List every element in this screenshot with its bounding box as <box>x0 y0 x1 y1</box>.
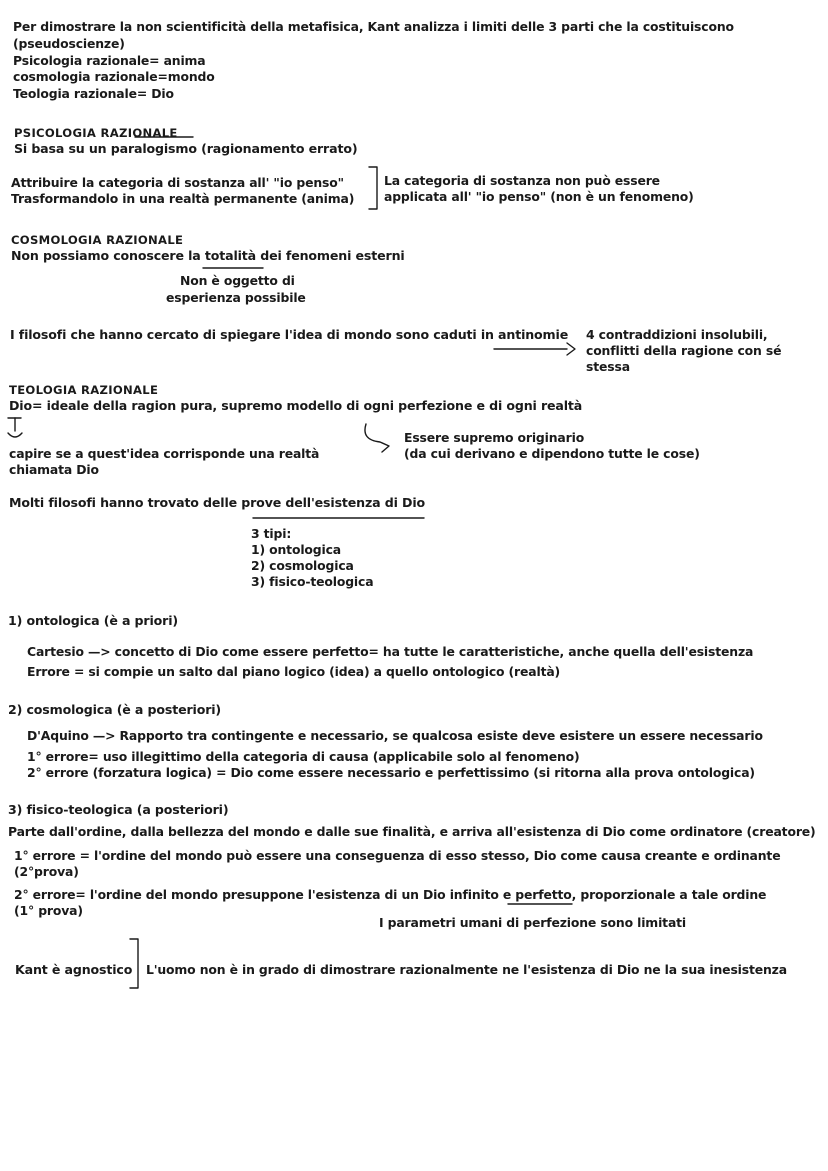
intro-line-3: Psicologia razionale= anima <box>13 53 206 68</box>
intro-line-5: Teologia razionale= Dio <box>13 86 174 101</box>
conclusione-right: L'uomo non è in grado di dimostrare razionalmente ne l'esistenza di Dio ne la sua inesistenza <box>146 962 787 977</box>
tipo-1: 1) ontologica <box>251 542 341 557</box>
teologia-right-1: Essere supremo originario <box>404 430 585 445</box>
cosmologica-title: 2) cosmologica (è a posteriori) <box>8 702 222 717</box>
psicologia-left-2: Trasformandolo in una realtà permanente (anima) <box>11 191 355 206</box>
cosmologia-note-1: Non è oggetto di <box>180 273 295 288</box>
psicologia-title: PSICOLOGIA RAZIONALE <box>14 126 178 140</box>
psicologia-line: Si basa su un paralogismo (ragionamento errato) <box>14 141 358 156</box>
bracket-psicologia <box>369 167 377 209</box>
psicologia-right-1: La categoria di sostanza non può essere <box>384 173 660 188</box>
cosmologia-title: COSMOLOGIA RAZIONALE <box>11 233 184 247</box>
conclusione-left: Kant è agnostico <box>15 962 133 977</box>
ontologica-title: 1) ontologica (è a priori) <box>8 613 178 628</box>
fisico-line-2: 1° errore = l'ordine del mondo può essere una conseguenza di esso stesso, Dio come causa creante e ordinante <box>14 848 781 863</box>
fisico-line-5: (1° prova) <box>14 903 83 918</box>
intro-line-2: (pseudoscienze) <box>13 36 125 51</box>
tipi-label: 3 tipi: <box>251 526 292 541</box>
antinomie-line: I filosofi che hanno cercato di spiegare l'idea di mondo sono caduti in antinomie <box>10 327 569 342</box>
contraddizioni-2: conflitti della ragione con sé <box>586 343 782 358</box>
arrow-antinomie <box>567 343 575 355</box>
contraddizioni-3: stessa <box>586 359 630 374</box>
cosmologia-line: Non possiamo conoscere la totalità dei fenomeni esterni <box>11 248 405 263</box>
fisico-line-4: 2° errore= l'ordine del mondo presuppone l'esistenza di un Dio infinito e perfetto, proporzionale a tale ordine <box>14 887 767 902</box>
fisico-line-3: (2°prova) <box>14 864 79 879</box>
intro-line-1: Per dimostrare la non scientificità della metafisica, Kant analizza i limiti delle 3 parti che la costituiscono <box>13 19 734 34</box>
psicologia-left-1: Attribuire la categoria di sostanza all' "io penso" <box>11 175 344 190</box>
fisico-line-1: Parte dall'ordine, dalla bellezza del mondo e dalle sue finalità, e arriva all'esistenza di Dio come ordinatore (creatore) <box>8 824 816 839</box>
intro-line-4: cosmologia razionale=mondo <box>13 69 215 84</box>
contraddizioni-1: 4 contraddizioni insolubili, <box>586 327 768 342</box>
teologia-title: TEOLOGIA RAZIONALE <box>9 383 159 397</box>
arrow-hook-teologia <box>8 433 22 437</box>
arrow-essere-supremo <box>365 424 389 452</box>
cosmologia-note-2: esperienza possibile <box>166 290 306 305</box>
fisico-title: 3) fisico-teologica (a posteriori) <box>8 802 229 817</box>
teologia-line: Dio= ideale della ragion pura, supremo modello di ogni perfezione e di ogni realtà <box>9 398 583 413</box>
tipo-3: 3) fisico-teologica <box>251 574 374 589</box>
fisico-line-6: I parametri umani di perfezione sono limitati <box>379 915 687 930</box>
teologia-left-1: capire se a quest'idea corrisponde una realtà <box>9 446 320 461</box>
cosmologica-line-3: 2° errore (forzatura logica) = Dio come essere necessario e perfettissimo (si ritorna alla prova ontologica) <box>27 765 755 780</box>
ontologica-line-2: Errore = si compie un salto dal piano logico (idea) a quello ontologico (realtà) <box>27 664 561 679</box>
teologia-left-2: chiamata Dio <box>9 462 99 477</box>
prove-line: Molti filosofi hanno trovato delle prove dell'esistenza di Dio <box>9 495 425 510</box>
ontologica-line-1: Cartesio —> concetto di Dio come essere perfetto= ha tutte le caratteristiche, anche quella dell'esistenza <box>27 644 754 659</box>
cosmologica-line-2: 1° errore= uso illegittimo della categoria di causa (applicabile solo al fenomeno) <box>27 749 580 764</box>
psicologia-right-2: applicata all' "io penso" (non è un fenomeno) <box>384 189 694 204</box>
teologia-right-2: (da cui derivano e dipendono tutte le cose) <box>404 446 700 461</box>
cosmologica-line-1: D'Aquino —> Rapporto tra contingente e necessario, se qualcosa esiste deve esistere un essere necessario <box>27 728 763 743</box>
tipo-2: 2) cosmologica <box>251 558 354 573</box>
